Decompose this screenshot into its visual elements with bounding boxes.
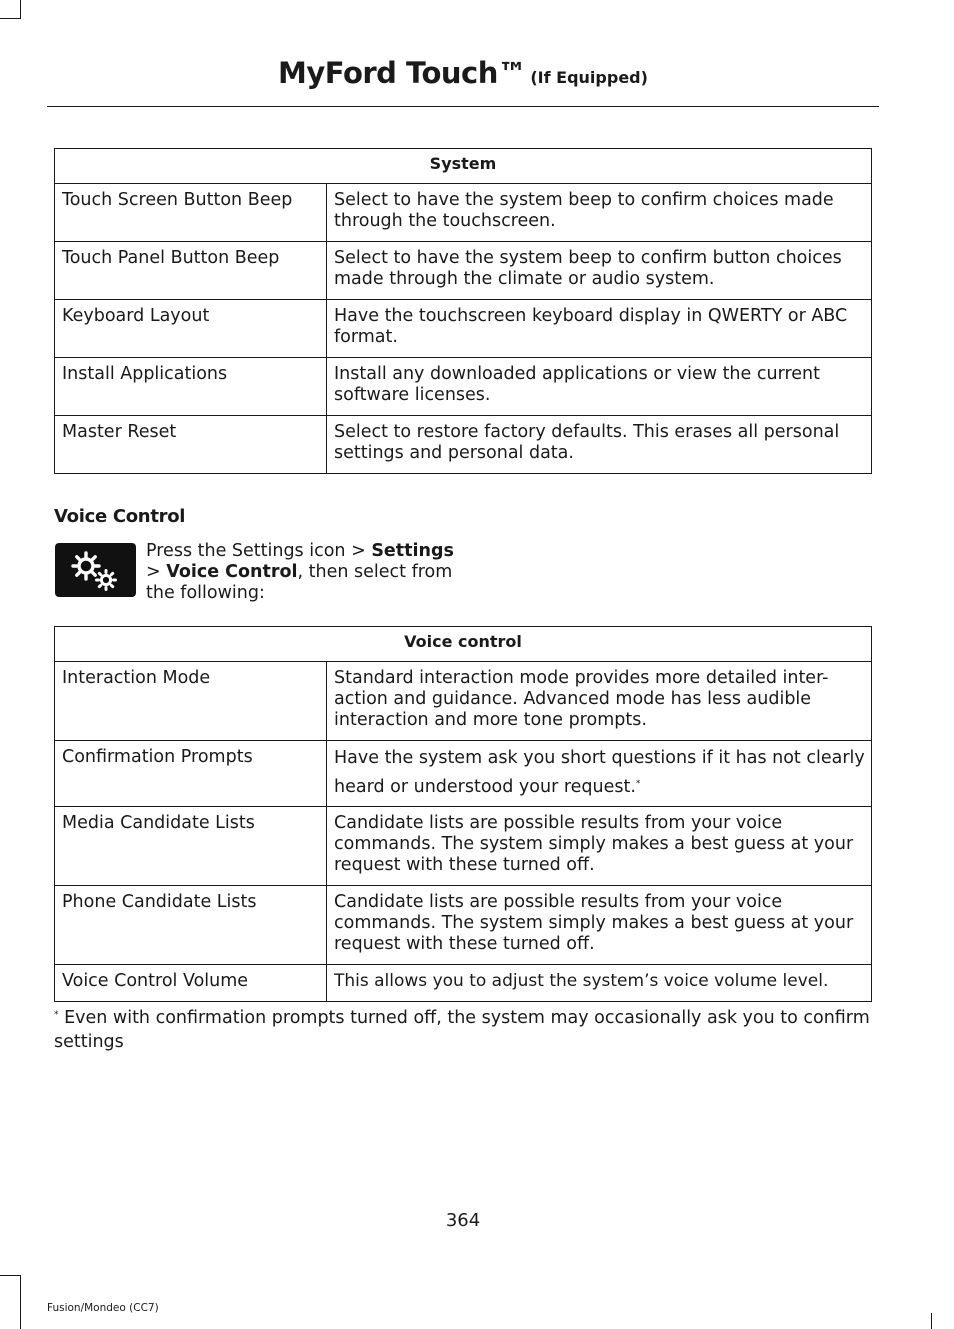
footnote-marker: * (635, 779, 641, 789)
setting-name: Touch Panel Button Beep (55, 242, 327, 300)
system-table (54, 148, 872, 474)
setting-description: Install any downloaded applications or view the current software licenses. (327, 358, 872, 416)
setting-description: Standard interaction mode provides more detailed inter-action and guidance. Advanced mode has less audible interaction and more tone prompts. (327, 662, 872, 741)
setting-description: Select to restore factory defaults. This erases all personal settings and personal data. (327, 416, 872, 474)
setting-name: Media Candidate Lists (55, 807, 327, 886)
intro-separator: > (146, 562, 167, 582)
setting-name: Interaction Mode (55, 662, 327, 741)
gears-graphic (55, 543, 136, 597)
setting-description: Candidate lists are possible results from your voice commands. The system simply makes a best guess at your request with these turned off. (327, 886, 872, 965)
table-heading: System (55, 149, 872, 184)
setting-name: Keyboard Layout (55, 300, 327, 358)
table-row (55, 358, 872, 416)
table-row (55, 965, 872, 1002)
table-row (55, 662, 872, 741)
footnote (54, 1006, 872, 1054)
footer-model: Fusion/Mondeo (CC7) (47, 1302, 159, 1314)
table-row (55, 242, 872, 300)
crop-mark (20, 0, 21, 19)
crop-mark (20, 1275, 21, 1329)
page-header (0, 56, 926, 90)
intro-suffix: , then select from the following: (146, 562, 453, 603)
setting-description: Select to have the system beep to confirm button choices made through the climate or audio system. (327, 242, 872, 300)
table-row (55, 807, 872, 886)
table-row (55, 741, 872, 807)
intro-prefix: Press the Settings icon > (146, 541, 372, 561)
setting-name: Install Applications (55, 358, 327, 416)
intro-voice-control: Voice Control (166, 562, 298, 582)
setting-name: Touch Screen Button Beep (55, 184, 327, 242)
table-row (55, 416, 872, 474)
setting-description: Have the touchscreen keyboard display in QWERTY or ABC format. (327, 300, 872, 358)
settings-gears-icon (55, 543, 136, 597)
setting-name: Confirmation Prompts (55, 741, 327, 807)
setting-name: Master Reset (55, 416, 327, 474)
footnote-text: Even with confirmation prompts turned off, the system may occasionally ask you to confirm settings (54, 1008, 870, 1052)
page-number: 364 (445, 1210, 481, 1231)
setting-description: Select to have the system beep to confirm choices made through the touchscreen. (327, 184, 872, 242)
setting-description (327, 741, 872, 807)
setting-name: Phone Candidate Lists (55, 886, 327, 965)
setting-name: Voice Control Volume (55, 965, 327, 1002)
voice-control-table (54, 626, 872, 1002)
footnote-marker: * (54, 1010, 59, 1020)
section-heading: Voice Control (54, 506, 186, 527)
setting-description: Candidate lists are possible results from your voice commands. The system simply makes a best guess at your request with these turned off. (327, 807, 872, 886)
crop-mark (0, 18, 20, 19)
intro-settings: Settings (371, 541, 454, 561)
table-row (55, 184, 872, 242)
header-rule (47, 106, 879, 107)
header-subtitle: (If Equipped) (530, 68, 648, 87)
table-heading: Voice control (55, 627, 872, 662)
voice-intro-text (146, 541, 466, 604)
crop-mark (0, 1275, 20, 1276)
setting-description: This allows you to adjust the system’s voice volume level. (327, 965, 872, 1002)
crop-mark (931, 1313, 932, 1329)
table-row (55, 886, 872, 965)
setting-description-text: Have the system ask you short questions if it has not clearly heard or understood your request. (334, 748, 865, 797)
header-title: MyFord Touch™ (278, 56, 527, 90)
table-row (55, 300, 872, 358)
